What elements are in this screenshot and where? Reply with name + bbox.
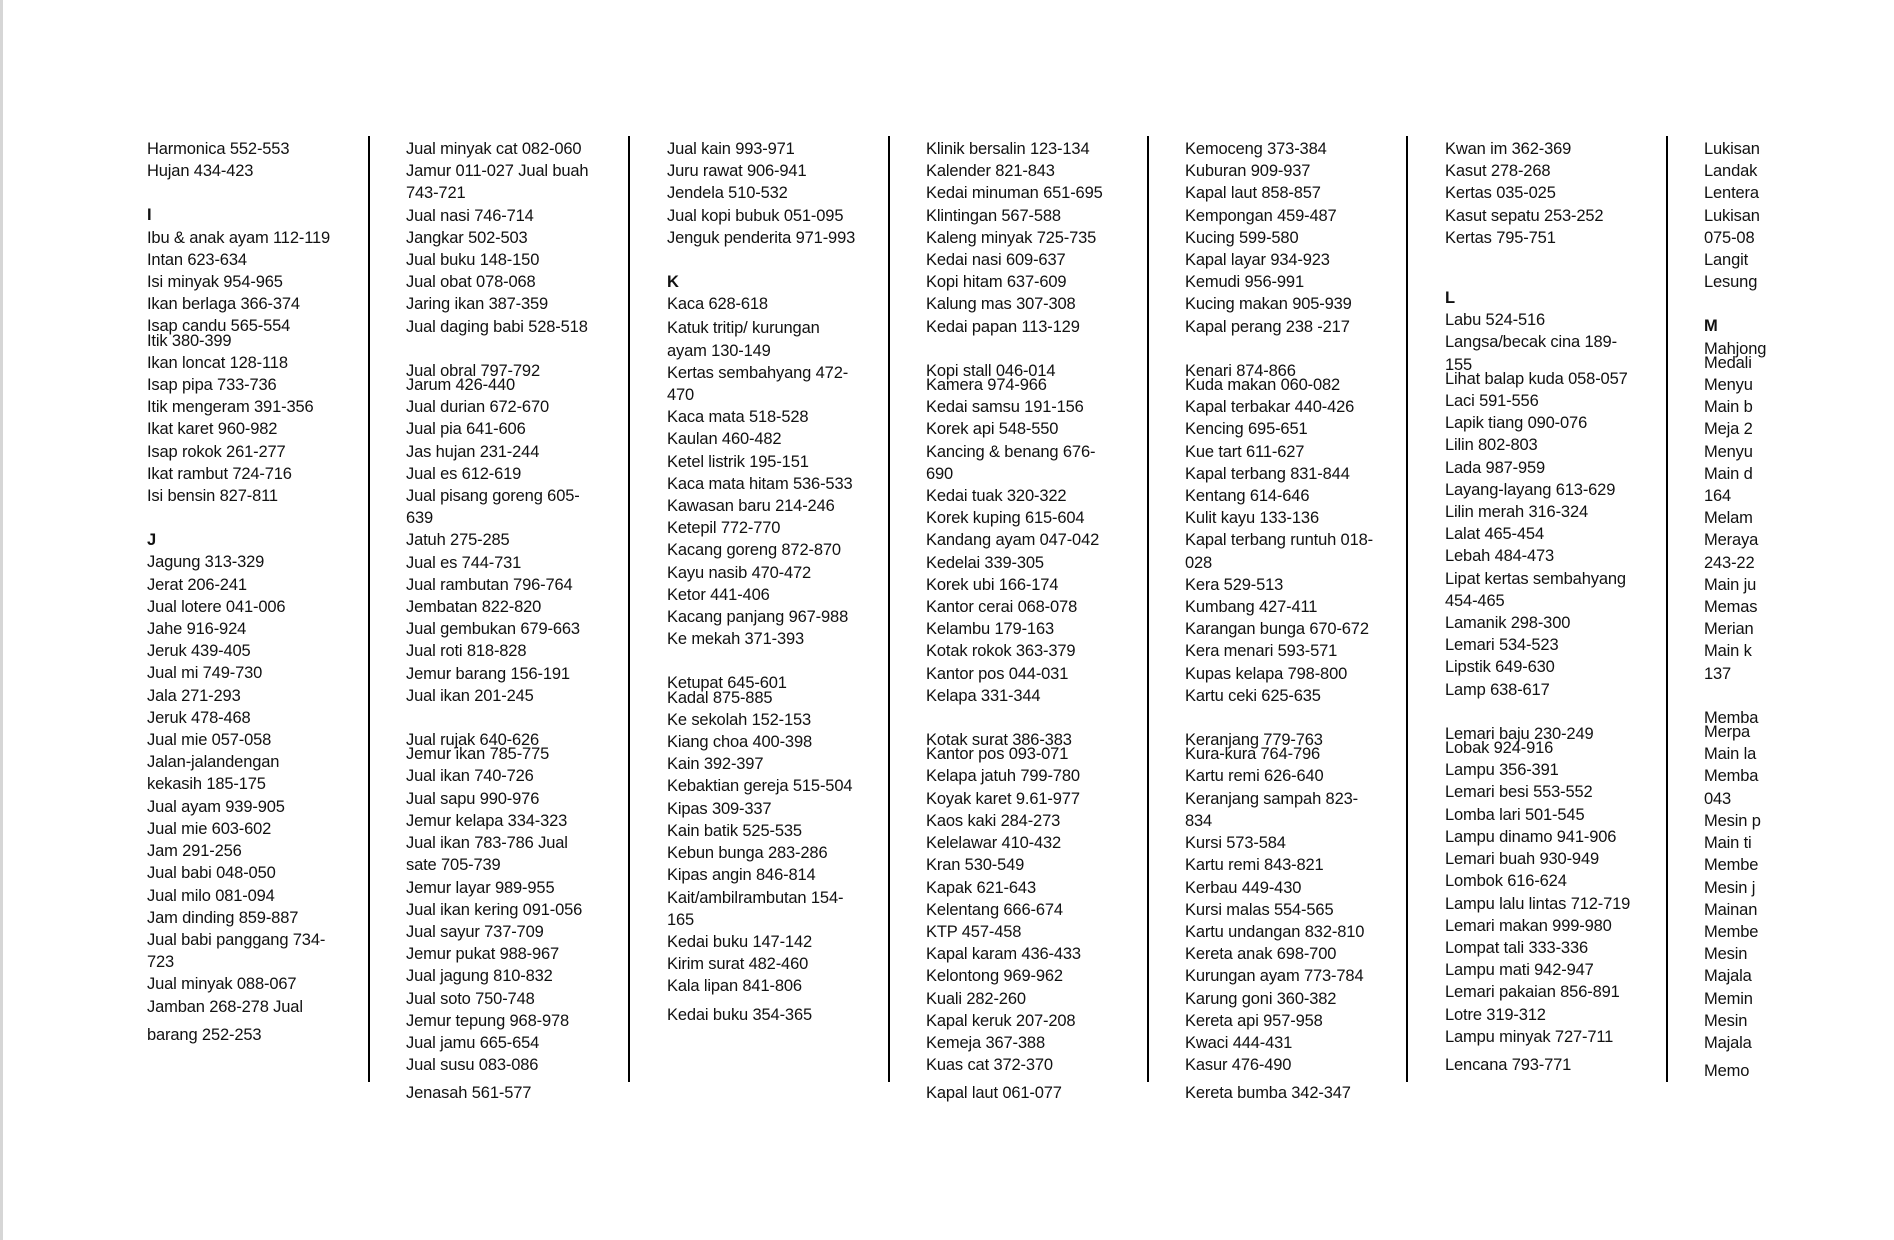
index-entry: Ikan loncat 128-118	[147, 353, 288, 372]
index-entry: Juru rawat 906-941	[667, 162, 807, 181]
index-entry: Jamur 011-027 Jual buah 743-721	[406, 162, 589, 203]
index-entry: Jarum 426-440	[406, 376, 516, 395]
entry-spacer	[926, 338, 1116, 360]
index-entry: Mesin	[1704, 945, 1748, 964]
index-entry: Kain batik 525-535	[667, 821, 802, 840]
index-entry: Melam	[1704, 509, 1753, 528]
index-entry: Kartu ceki 625-635	[1185, 686, 1321, 705]
column-divider	[1666, 136, 1668, 1082]
index-entry: Jam 291-256	[147, 842, 242, 861]
index-entry: Kurungan ayam 773-784	[1185, 967, 1364, 986]
page-left-edge	[0, 0, 3, 1240]
entry-spacer	[1185, 707, 1375, 729]
index-entry: Jual daging babi 528-518	[406, 317, 588, 336]
index-entry: KTP 457-458	[926, 922, 1022, 941]
index-entry: 243-22	[1704, 553, 1755, 572]
index-entry: Jenasah 561-577	[406, 1084, 532, 1103]
index-entry: Lihat balap kuda 058-057	[1445, 369, 1628, 388]
index-entry: Jual kopi bubuk 051-095	[667, 206, 844, 225]
index-entry: Kaleng minyak 725-735	[926, 228, 1097, 247]
index-entry: Jual durian 672-670	[406, 398, 550, 417]
index-entry: Kartu remi 626-640	[1185, 767, 1324, 786]
index-entry: Lamp 638-617	[1445, 680, 1550, 699]
index-entry: Lampu minyak 727-711	[1445, 1027, 1614, 1046]
index-entry: Jemur kelapa 334-323	[406, 811, 568, 830]
index-entry: Laci 591-556	[1445, 392, 1539, 411]
index-entry: Lukisan	[1704, 206, 1760, 225]
column-divider	[628, 136, 630, 1082]
index-entry: Jangkar 502-503	[406, 228, 528, 247]
column-divider	[368, 136, 370, 1082]
index-entry: Lombok 616-624	[1445, 872, 1567, 891]
index-entry: Lalat 465-454	[1445, 525, 1544, 544]
index-entry: Jembatan 822-820	[406, 598, 542, 617]
index-entry: Medali	[1704, 353, 1752, 372]
index-entry: Kenari 874-866	[1185, 361, 1296, 380]
index-entry: Langit	[1704, 251, 1749, 270]
index-entry: Jenguk penderita 971-993	[667, 228, 856, 247]
index-entry: Korek kuping 615-604	[926, 509, 1085, 528]
entry-spacer	[667, 650, 857, 672]
index-entry: Jemur layar 989-955	[406, 878, 555, 897]
index-entry: Jual obral 797-792	[406, 361, 540, 380]
column-divider	[888, 136, 890, 1082]
index-column-6	[1445, 138, 1635, 1076]
index-entry: Lampu lalu lintas 712-719	[1445, 894, 1631, 913]
index-entry: Korek ubi 166-174	[926, 575, 1059, 594]
index-entry: Kura-kura 764-796	[1185, 745, 1321, 764]
index-entry: Jual gembukan 679-663	[406, 620, 580, 639]
index-entry: Jemur barang 156-191	[406, 664, 570, 683]
index-entry: Ketel listrik 195-151	[667, 452, 809, 471]
index-entry: Ikat rambut 724-716	[147, 464, 292, 483]
index-entry: Jual minyak 088-067	[147, 975, 297, 994]
index-column-1	[147, 138, 337, 1046]
index-entry: Jual mie 057-058	[147, 731, 272, 750]
index-entry: Kemoceng 373-384	[1185, 140, 1327, 158]
entry-spacer	[406, 338, 596, 360]
index-entry: Ikat karet 960-982	[147, 420, 278, 439]
index-entry: Lomba lari 501-545	[1445, 805, 1585, 824]
index-entry: Kedai minuman 651-695	[926, 184, 1103, 203]
index-entry: Jendela 510-532	[667, 184, 788, 203]
index-column-5	[1185, 138, 1375, 1105]
index-entry: Kertas 795-751	[1445, 228, 1556, 247]
index-entry: Keranjang 779-763	[1185, 731, 1323, 750]
index-entry: Jual sayur 737-709	[406, 922, 544, 941]
index-entry: Kencing 695-651	[1185, 420, 1308, 439]
index-entry: Memo	[1704, 1062, 1750, 1081]
index-entry: Lemari besi 553-552	[1445, 783, 1593, 802]
index-entry: Kedai buku 354-365	[667, 1005, 813, 1024]
index-entry: Jual ikan 783-786 Jual sate 705-739	[406, 834, 568, 875]
index-entry: Kapal perang 238 -217	[1185, 317, 1350, 336]
index-entry: Intan 623-634	[147, 250, 247, 269]
index-entry: Kertas 035-025	[1445, 184, 1556, 203]
index-entry: Merian	[1704, 620, 1754, 639]
index-entry: Jual rujak 640-626	[406, 731, 540, 750]
index-entry: Main ti	[1704, 834, 1752, 853]
entry-spacer	[1704, 685, 1894, 707]
index-entry: Kemeja 367-388	[926, 1033, 1045, 1052]
index-entry: Lampu mati 942-947	[1445, 961, 1594, 980]
index-entry: Kuburan 909-937	[1185, 162, 1311, 181]
index-entry: Kedai samsu 191-156	[926, 398, 1084, 417]
entry-spacer	[1445, 701, 1635, 723]
index-entry: Kiang choa 400-398	[667, 733, 813, 752]
index-entry: Kue tart 611-627	[1185, 442, 1305, 461]
index-entry: Kereta bumba 342-347	[1185, 1084, 1351, 1103]
index-entry: Lemari buah 930-949	[1445, 850, 1600, 869]
index-entry: Kait/ambilrambutan 154-165	[667, 888, 844, 929]
column-divider	[1147, 136, 1149, 1082]
index-entry: Lampu dinamo 941-906	[1445, 827, 1617, 846]
index-entry: Kuas cat 372-370	[926, 1056, 1053, 1075]
index-entry: Main b	[1704, 398, 1753, 417]
index-entry: Kemudi 956-991	[1185, 273, 1304, 292]
index-entry: Jual rambutan 796-764	[406, 575, 573, 594]
index-entry: Keranjang sampah 823-834	[1185, 789, 1358, 830]
index-entry: Kirim surat 482-460	[667, 955, 809, 974]
index-entry: Lapik tiang 090-076	[1445, 414, 1588, 433]
index-entry: Kapal terbakar 440-426	[1185, 398, 1355, 417]
index-entry: Mahjong	[1704, 339, 1767, 358]
index-entry: Koyak karet 9.61-977	[926, 789, 1080, 808]
index-entry: Kantor pos 044-031	[926, 664, 1069, 683]
index-entry: Kalung mas 307-308	[926, 295, 1076, 314]
index-entry: Jual obat 078-068	[406, 273, 536, 292]
index-entry: Lemari 534-523	[1445, 636, 1559, 655]
index-entry: Kotak surat 386-383	[926, 731, 1072, 750]
index-entry: Itik 380-399	[147, 331, 232, 350]
index-entry: Kereta api 957-958	[1185, 1011, 1323, 1030]
index-entry: Jas hujan 231-244	[406, 442, 540, 461]
index-entry: Jalan-jalandengan kekasih 185-175	[147, 753, 280, 794]
index-entry: Lipstik 649-630	[1445, 658, 1555, 677]
index-entry: Kebaktian gereja 515-504	[667, 777, 853, 796]
index-entry: 164	[1704, 487, 1732, 506]
index-entry: Jual kain 993-971	[667, 140, 795, 158]
index-entry: Membe	[1704, 922, 1759, 941]
index-entry: Langsa/becak cina 189-155	[1445, 333, 1617, 374]
index-entry: Isi bensin 827-811	[147, 487, 278, 506]
index-entry: 043	[1704, 789, 1732, 808]
entry-spacer	[406, 707, 596, 729]
index-entry: Jual sapu 990-976	[406, 789, 540, 808]
index-entry: Kerbau 449-430	[1185, 878, 1302, 897]
index-entry: Jual ikan kering 091-056	[406, 900, 583, 919]
index-entry: Kaca mata 518-528	[667, 408, 809, 427]
index-entry: Kelelawar 410-432	[926, 834, 1062, 853]
index-entry: Kentang 614-646	[1185, 487, 1310, 506]
index-entry: Klinik bersalin 123-134	[926, 140, 1090, 158]
index-entry: Kantor pos 093-071	[926, 745, 1069, 764]
index-column-4	[926, 138, 1116, 1105]
index-entry: Mainan	[1704, 900, 1758, 919]
index-entry: Kucing makan 905-939	[1185, 295, 1352, 314]
index-entry: Lemari makan 999-980	[1445, 916, 1612, 935]
index-entry: Itik mengeram 391-356	[147, 398, 314, 417]
index-entry: Jual ikan 201-245	[406, 686, 534, 705]
index-entry: Kwan im 362-369	[1445, 140, 1572, 158]
index-entry: Kedai tuak 320-322	[926, 487, 1067, 506]
index-entry: Ketepil 772-770	[667, 519, 781, 538]
index-entry: Kereta anak 698-700	[1185, 945, 1337, 964]
entry-spacer	[926, 707, 1116, 729]
index-entry: Lilin 802-803	[1445, 436, 1538, 455]
index-entry: Memba	[1704, 708, 1759, 727]
index-entry: Kebun bunga 283-286	[667, 844, 828, 863]
index-entry: Isap rokok 261-277	[147, 442, 286, 461]
index-entry: Kera 529-513	[1185, 575, 1284, 594]
index-entry: Kupas kelapa 798-800	[1185, 664, 1348, 683]
index-entry: Jeruk 439-405	[147, 642, 251, 661]
index-entry: Jual jamu 665-654	[406, 1033, 540, 1052]
index-entry: Jual mie 603-602	[147, 819, 272, 838]
index-entry: Jual ikan 740-726	[406, 767, 534, 786]
index-entry: Kapal laut 858-857	[1185, 184, 1321, 203]
index-entry: Katuk tritip/ kurungan ayam 130-149	[667, 319, 820, 360]
index-entry: Kapak 621-643	[926, 878, 1036, 897]
index-entry: Karangan bunga 670-672	[1185, 620, 1369, 639]
index-entry: Isap candu 565-554	[147, 317, 291, 336]
index-entry: Mesin	[1704, 1011, 1748, 1030]
index-entry: Jagung 313-329	[147, 553, 265, 572]
index-entry: Kedai nasi 609-637	[926, 251, 1066, 270]
index-entry: Kipas angin 846-814	[667, 866, 816, 885]
index-entry: Jual milo 081-094	[147, 886, 275, 905]
index-entry: Lebah 484-473	[1445, 547, 1555, 566]
index-entry: Kawasan baru 214-246	[667, 497, 835, 516]
index-entry: Jual pisang goreng 605-639	[406, 487, 580, 528]
index-entry: Kotak rokok 363-379	[926, 642, 1076, 661]
index-entry: Kasut sepatu 253-252	[1445, 206, 1604, 225]
index-entry: Jual soto 750-748	[406, 989, 535, 1008]
index-entry: Kamera 974-966	[926, 376, 1047, 395]
index-entry: Kopi stall 046-014	[926, 361, 1056, 380]
index-entry: Jual susu 083-086	[406, 1056, 539, 1075]
index-entry: Meja 2	[1704, 420, 1753, 439]
index-entry: Menyu	[1704, 376, 1753, 395]
index-entry: Kopi hitam 637-609	[926, 273, 1067, 292]
index-entry: Lukisan	[1704, 140, 1760, 158]
index-entry: Kumbang 427-411	[1185, 598, 1318, 617]
index-entry: Jual roti 818-828	[406, 642, 527, 661]
index-column-7	[1704, 138, 1894, 1082]
index-entry: Jaring ikan 387-359	[406, 295, 549, 314]
index-entry: Jahe 916-924	[147, 620, 247, 639]
index-entry: Jatuh 275-285	[406, 531, 510, 550]
index-entry: Kursi malas 554-565	[1185, 900, 1334, 919]
index-entry: Ke sekolah 152-153	[667, 710, 812, 729]
index-entry: Jam dinding 859-887	[147, 908, 299, 927]
index-entry: Kantor cerai 068-078	[926, 598, 1078, 617]
index-entry: Kertas sembahyang 472-470	[667, 363, 849, 405]
index-entry: Harmonica 552-553	[147, 140, 290, 158]
index-entry: Main la	[1704, 745, 1757, 764]
index-entry: Kacang panjang 967-988	[667, 608, 849, 627]
index-entry: Jeruk 478-468	[147, 708, 251, 727]
index-entry: Lemari baju 230-249	[1445, 724, 1594, 743]
index-entry: Jual buku 148-150	[406, 251, 540, 270]
index-entry: Kapal karam 436-433	[926, 945, 1081, 964]
index-entry: Lotre 319-312	[1445, 1005, 1546, 1024]
index-entry: Kelapa 331-344	[926, 686, 1041, 705]
index-entry: Kasur 476-490	[1185, 1056, 1292, 1075]
index-entry: Kapal layar 934-923	[1185, 251, 1330, 270]
index-entry: Korek api 548-550	[926, 420, 1059, 439]
index-entry: 075-08	[1704, 228, 1755, 247]
index-entry: Labu 524-516	[1445, 311, 1546, 330]
index-entry: Lampu 356-391	[1445, 761, 1559, 780]
index-entry: Majala	[1704, 967, 1752, 986]
index-entry: Kayu nasib 470-472	[667, 563, 812, 582]
index-entry: Kasut 278-268	[1445, 162, 1551, 181]
letter-heading: L	[1445, 289, 1455, 308]
index-entry: Kapal terbang 831-844	[1185, 464, 1350, 483]
index-entry: Membe	[1704, 856, 1759, 875]
index-entry: Kadal 875-885	[667, 688, 773, 707]
index-entry: Kuda makan 060-082	[1185, 376, 1341, 395]
index-entry: Jemur pukat 988-967	[406, 945, 560, 964]
index-entry: Menyu	[1704, 442, 1753, 461]
index-entry: Kandang ayam 047-042	[926, 531, 1100, 550]
index-entry: Lencana 793-771	[1445, 1055, 1572, 1074]
index-entry: Kartu remi 843-821	[1185, 856, 1324, 875]
index-entry: Landak	[1704, 162, 1758, 181]
index-entry: Memin	[1704, 989, 1753, 1008]
index-entry: Lipat kertas sembahyang 454-465	[1445, 569, 1626, 610]
index-entry: Kain 392-397	[667, 755, 764, 774]
index-entry: Jual babi 048-050	[147, 864, 276, 883]
index-entry: Main k	[1704, 642, 1752, 661]
index-entry: Jual jagung 810-832	[406, 967, 553, 986]
index-entry: Kwaci 444-431	[1185, 1033, 1293, 1052]
index-entry: Hujan 434-423	[147, 162, 254, 181]
index-entry: Jual nasi 746-714	[406, 206, 534, 225]
index-entry: Lamanik 298-300	[1445, 614, 1571, 633]
index-entry: Jual lotere 041-006	[147, 597, 286, 616]
index-entry: barang 252-253	[147, 1025, 262, 1044]
index-entry: Lada 987-959	[1445, 458, 1546, 477]
index-entry: Kalender 821-843	[926, 162, 1055, 181]
index-entry: Meraya	[1704, 531, 1759, 550]
index-entry: Memas	[1704, 598, 1758, 617]
index-entry: Kapal terbang runtuh 018-028	[1185, 531, 1373, 572]
index-entry: Kelambu 179-163	[926, 620, 1055, 639]
index-entry: Majala	[1704, 1033, 1752, 1052]
index-entry: Lesung	[1704, 273, 1758, 292]
index-column-2	[406, 138, 596, 1105]
index-entry: Kaca mata hitam 536-533	[667, 474, 853, 493]
index-entry: Layang-layang 613-629	[1445, 480, 1616, 499]
index-entry: Jual es 612-619	[406, 464, 522, 483]
index-entry: Jual babi panggang 734-723	[147, 930, 326, 972]
index-entry: Klintingan 567-588	[926, 206, 1061, 225]
index-entry: Merpa	[1704, 723, 1751, 742]
index-entry: Kala lipan 841-806	[667, 977, 802, 996]
index-entry: Ikan berlaga 366-374	[147, 295, 300, 314]
letter-heading: J	[147, 531, 157, 550]
index-entry: Kacang goreng 872-870	[667, 541, 841, 560]
index-entry: Jual minyak cat 082-060	[406, 140, 582, 158]
index-entry: Kapal keruk 207-208	[926, 1011, 1076, 1030]
index-entry: Jual mi 749-730	[147, 664, 263, 683]
index-entry: Kedai papan 113-129	[926, 317, 1080, 336]
index-entry: Ke mekah 371-393	[667, 630, 805, 649]
index-entry: Ketor 441-406	[667, 585, 770, 604]
index-entry: Kran 530-549	[926, 856, 1025, 875]
index-entry: 137	[1704, 664, 1732, 683]
index-entry: Kaulan 460-482	[667, 430, 782, 449]
index-entry: Jerat 206-241	[147, 575, 247, 594]
index-entry: Kartu undangan 832-810	[1185, 922, 1365, 941]
index-entry: Kulit kayu 133-136	[1185, 509, 1319, 528]
index-entry: Karung goni 360-382	[1185, 989, 1337, 1008]
entry-spacer	[1185, 338, 1375, 360]
index-entry: Kuali 282-260	[926, 989, 1026, 1008]
index-entry: Kipas 309-337	[667, 799, 772, 818]
index-entry: Kursi 573-584	[1185, 834, 1286, 853]
index-entry: Kedai buku 147-142	[667, 932, 813, 951]
letter-heading: M	[1704, 317, 1718, 336]
index-entry: Kelapa jatuh 799-780	[926, 767, 1080, 786]
index-entry: Lilin merah 316-324	[1445, 503, 1588, 522]
index-entry: Jual es 744-731	[406, 553, 522, 572]
index-entry: Ibu & anak ayam 112-119	[147, 228, 331, 247]
index-entry: Lobak 924-916	[1445, 739, 1554, 758]
letter-heading: K	[667, 273, 679, 292]
index-entry: Kapal laut 061-077	[926, 1084, 1062, 1103]
letter-heading: I	[147, 206, 152, 225]
index-entry: Kelontong 969-962	[926, 967, 1063, 986]
index-entry: Mesin p	[1704, 811, 1761, 830]
column-divider	[1406, 136, 1408, 1082]
index-column-3	[667, 138, 857, 1026]
index-entry: Kancing & benang 676-690	[926, 442, 1096, 483]
index-column-7-clip	[1704, 130, 1767, 1090]
index-entry: Lemari pakaian 856-891	[1445, 983, 1620, 1002]
index-entry: Lompat tali 333-336	[1445, 938, 1588, 957]
index-entry: Kucing 599-580	[1185, 228, 1299, 247]
index-entry: Kera menari 593-571	[1185, 642, 1338, 661]
index-entry: Jual ayam 939-905	[147, 797, 285, 816]
index-entry: Kaca 628-618	[667, 295, 768, 314]
index-entry: Jemur tepung 968-978	[406, 1011, 570, 1030]
index-entry: Isap pipa 733-736	[147, 376, 277, 395]
index-entry: Memba	[1704, 767, 1759, 786]
index-entry: Main ju	[1704, 575, 1757, 594]
index-entry: Jala 271-293	[147, 686, 241, 705]
index-entry: Kaos kaki 284-273	[926, 811, 1061, 830]
index-entry: Jamban 268-278 Jual	[147, 997, 303, 1016]
index-entry: Kempongan 459-487	[1185, 206, 1337, 225]
index-entry: Ketupat 645-601	[667, 674, 787, 693]
index-entry: Kedelai 339-305	[926, 553, 1044, 572]
index-entry: Main d	[1704, 464, 1753, 483]
index-entry: Isi minyak 954-965	[147, 273, 283, 292]
index-entry: Kelentang 666-674	[926, 900, 1063, 919]
index-entry: Jemur ikan 785-775	[406, 745, 550, 764]
index-entry: Mesin j	[1704, 878, 1756, 897]
index-entry: Jual pia 641-606	[406, 420, 526, 439]
index-entry: Lentera	[1704, 184, 1759, 203]
